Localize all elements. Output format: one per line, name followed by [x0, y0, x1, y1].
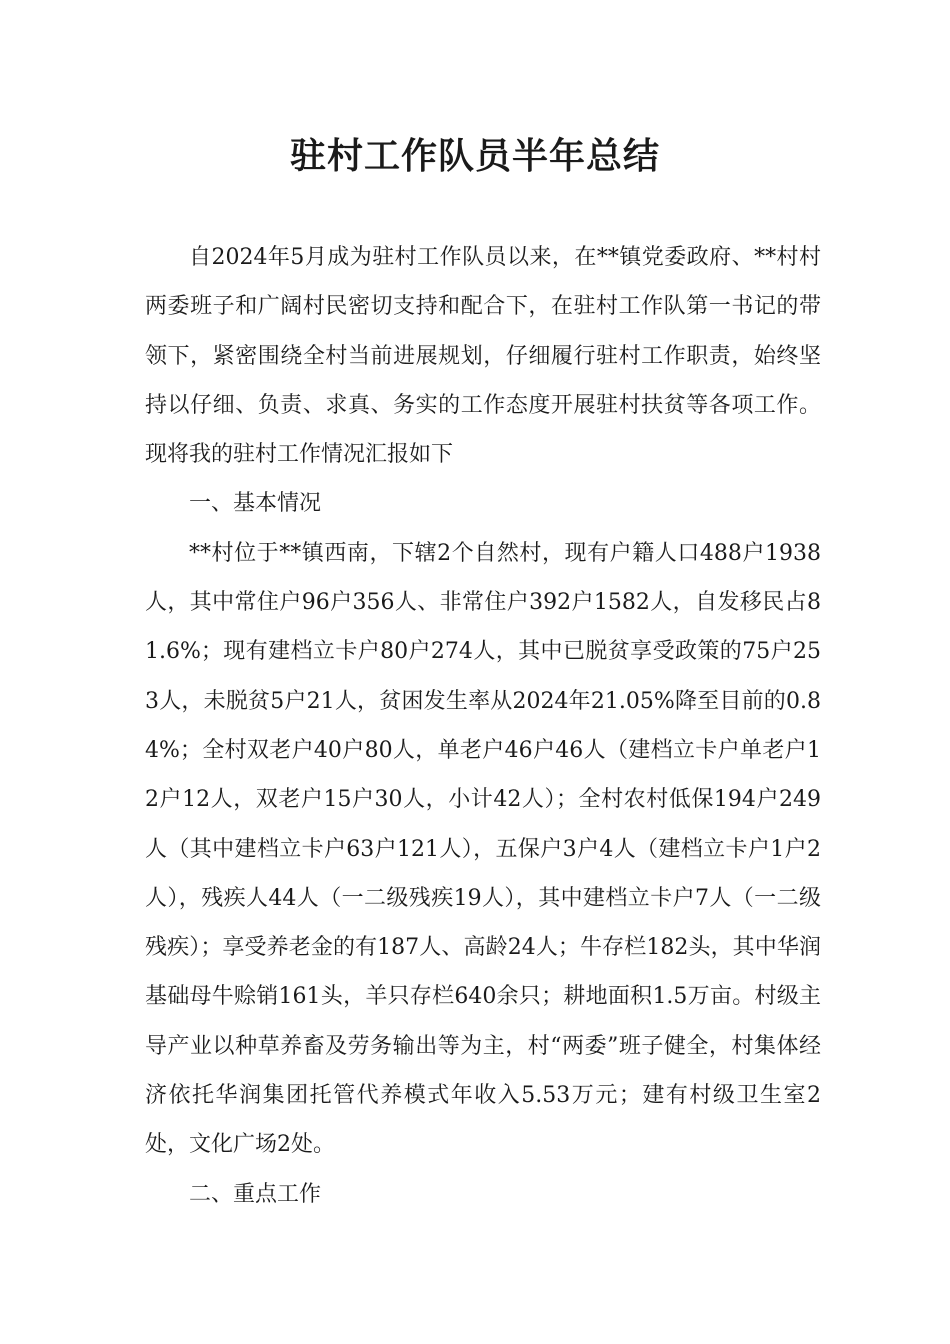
section-heading-basic-info: 一、基本情况 [189, 491, 322, 517]
intro-paragraph: 自2024年5月成为驻村工作队员以来，在**镇党委政府、**村村两委班子和广阔村民密切支持和配合下，在驻村工作队第一书记的带领下，紧密围绕全村当前进展规划，仔细履行驻村工作职责，始终坚持以仔细、负责、求真、务实的工作态度开展驻村扶贫等各项工作。现将我的驻村工作情况汇报如下 [145, 245, 821, 468]
basic-info-paragraph: **村位于**镇西南，下辖2个自然村，现有户籍人口488户1938人，其中常住户96户356人、非常住户392户1582人，自发移民占81.6%；现有建档立卡户80户274人，其中已脱贫享受政策的75户253人，未脱贫5户21人，贫困发生率从2024年21.05%降至目前的0.84%；全村双老户40户80人，单老户46户46人（建档立卡户单老户12户12人，双老户15户30人，小计42人）；全村农村低保194户249人（其中建档立卡户63户121人），五保户3户4人（建档立卡户1户2人），残疾人44人（一二级残疾19人），其中建档立卡户7人（一二级残疾）；享受养老金的有187人、高龄24人；牛存栏182头，其中华润基础母牛赊销161头，羊只存栏640余只；耕地面积1.5万亩。村级主导产业以种草养畜及劳务输出等为主，村“两委”班子健全，村集体经济依托华润集团托管代养模式年收入5.53万元；建有村级卫生室2处，文化广场2处。 [145, 540, 821, 1158]
document-body [145, 233, 821, 1219]
page-title: 驻村工作队员半年总结 [289, 136, 660, 177]
section-heading-key-work: 二、重点工作 [189, 1181, 322, 1207]
